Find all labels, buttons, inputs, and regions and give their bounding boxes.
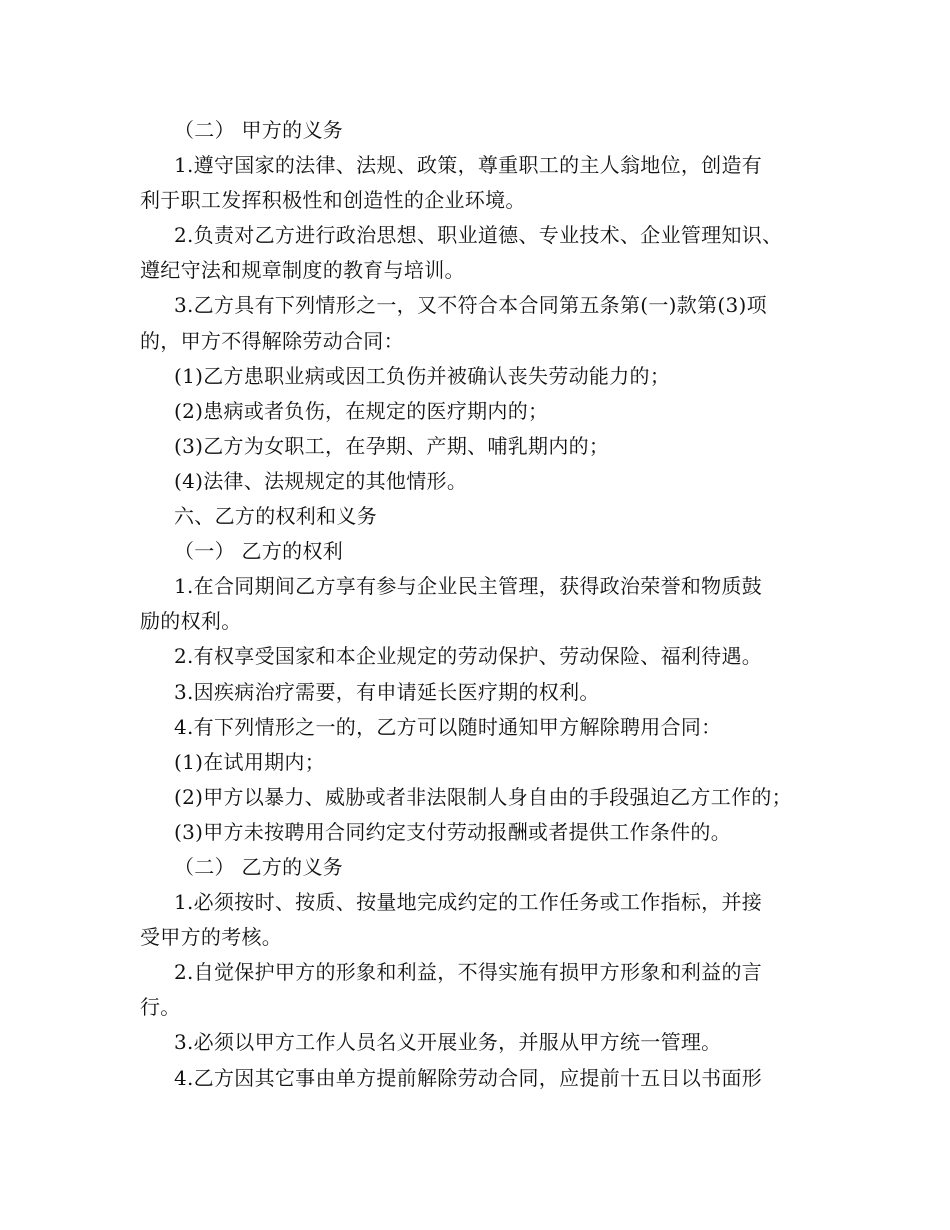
text-line: (3)甲方未按聘用合同约定支付劳动报酬或者提供工作条件的。 <box>174 819 732 844</box>
text-line: (2)患病或者负伤，在规定的医疗期内的； <box>174 398 549 423</box>
text-line: 3.乙方具有下列情形之一，又不符合本合同第五条第(一)款第(3)项 <box>174 293 767 318</box>
text-line: 3.因疾病治疗需要，有申请延长医疗期的权利。 <box>174 679 600 704</box>
text-line: (4)法律、法规规定的其他情形。 <box>174 468 468 493</box>
text-line: （二） 甲方的义务 <box>174 118 344 142</box>
text-line: 4.乙方因其它事由单方提前解除劳动合同，应提前十五日以书面形 <box>174 1065 763 1090</box>
text-line: 六、乙方的权利和义务 <box>174 504 377 529</box>
text-line: 3.必须以甲方工作人员名义开展业务，并服从甲方统一管理。 <box>174 1030 722 1055</box>
text-line: (3)乙方为女职工，在孕期、产期、哺乳期内的； <box>174 433 610 458</box>
text-line: 利于职工发挥积极性和创造性的企业环境。 <box>140 188 526 213</box>
text-line: (1)乙方患职业病或因工负伤并被确认丧失劳动能力的； <box>174 363 671 388</box>
text-line: （二） 乙方的义务 <box>174 854 344 879</box>
text-line: 励的权利。 <box>140 609 242 634</box>
text-line: 2.有权享受国家和本企业规定的劳动保护、劳动保险、福利待遇。 <box>174 644 763 669</box>
text-line: 2.负责对乙方进行政治思想、职业道德、专业技术、企业管理知识、 <box>174 223 783 248</box>
text-line: 行。 <box>140 995 181 1020</box>
document-body <box>140 113 832 1096</box>
text-line: (1)在试用期内； <box>174 749 326 774</box>
text-line: 的，甲方不得解除劳动合同： <box>140 328 404 353</box>
text-line: 2.自觉保护甲方的形象和利益，不得实施有损甲方形象和利益的言 <box>174 960 763 985</box>
text-line: 遵纪守法和规章制度的教育与培训。 <box>140 258 465 283</box>
text-line: (2)甲方以暴力、威胁或者非法限制人身自由的手段强迫乙方工作的； <box>174 784 792 809</box>
text-line: 1.在合同期间乙方享有参与企业民主管理，获得政治荣誉和物质鼓 <box>174 574 763 599</box>
text-line: 4.有下列情形之一的，乙方可以随时通知甲方解除聘用合同： <box>174 714 722 739</box>
text-line: 1.必须按时、按质、按量地完成约定的工作任务或工作指标，并接 <box>174 890 763 915</box>
text-line: （一） 乙方的权利 <box>174 539 344 564</box>
text-line: 受甲方的考核。 <box>140 925 283 950</box>
text-line: 1.遵守国家的法律、法规、政策，尊重职工的主人翁地位，创造有 <box>174 153 763 178</box>
